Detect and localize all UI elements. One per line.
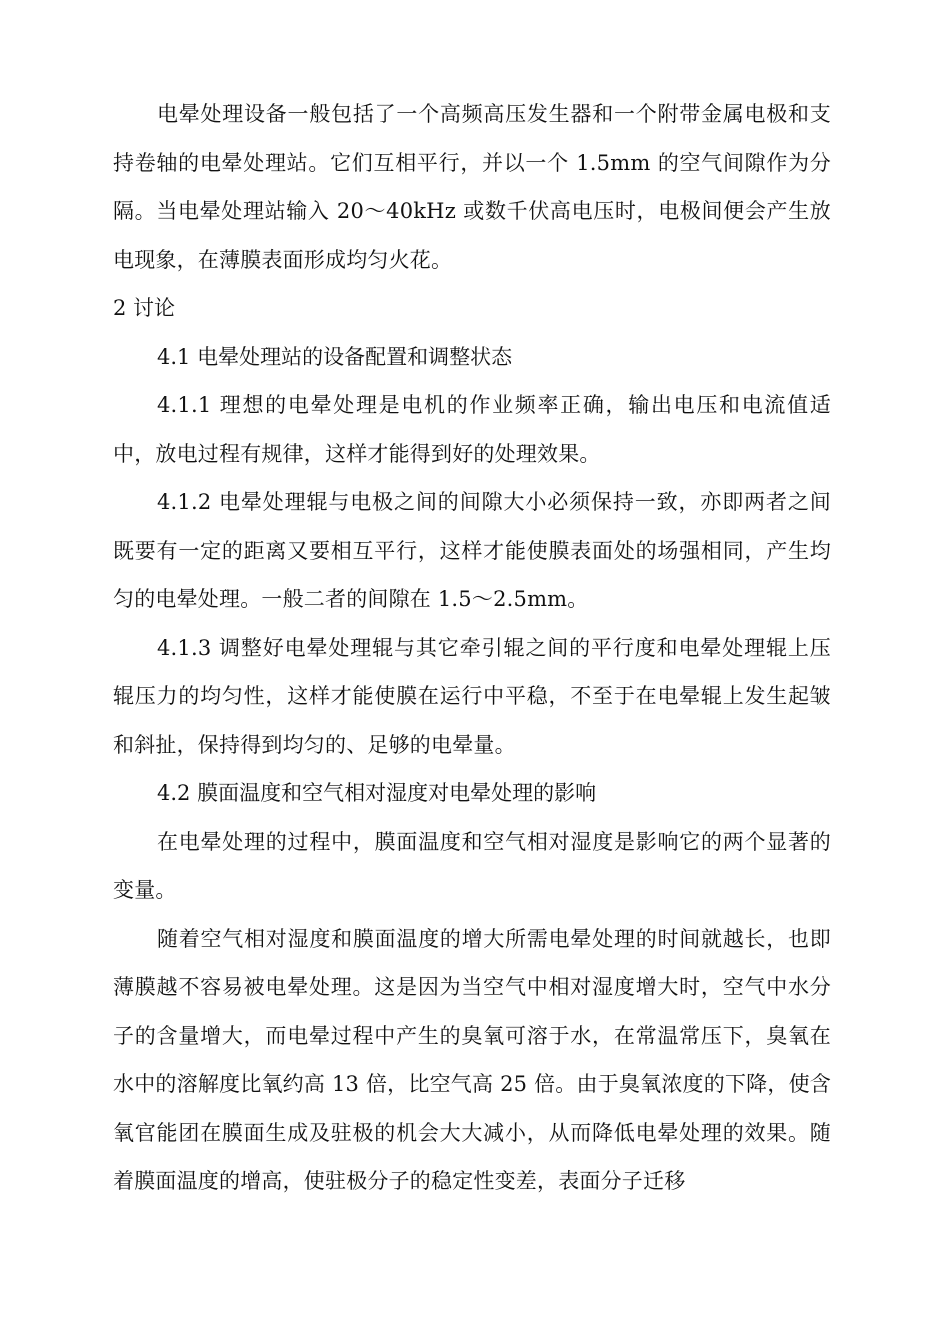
document-page — [113, 90, 831, 1206]
paragraph-4-1-2: 4.1.2 电晕处理辊与电极之间的间隙大小必须保持一致，亦即两者之间既要有一定的距离又要相互平行，这样才能使膜表面处的场强相同，产生均匀的电晕处理。一般二者的间隙在 1.5～2.5mm。 — [113, 490, 831, 611]
paragraph-4-1-3: 4.1.3 调整好电晕处理辊与其它牵引辊之间的平行度和电晕处理辊上压辊压力的均匀性，这样才能使膜在运行中平稳，不至于在电晕辊上发生起皱和斜扯，保持得到均匀的、足够的电晕量。 — [113, 635, 831, 757]
paragraph-4-2-intro: 在电晕处理的过程中，膜面温度和空气相对湿度是影响它的两个显著的变量。 — [113, 829, 831, 902]
paragraph-4-1-1: 4.1.1 理想的电晕处理是电机的作业频率正确，输出电压和电流值适中，放电过程有规律，这样才能得到好的处理效果。 — [113, 393, 831, 466]
subsection-heading-4-2: 4.2 膜面温度和空气相对湿度对电晕处理的影响 — [157, 781, 597, 805]
section-heading-discussion: 2 讨论 — [113, 296, 176, 320]
paragraph-4-2-humidity: 随着空气相对湿度和膜面温度的增大所需电晕处理的时间就越长，也即薄膜越不容易被电晕处理。这是因为当空气中相对湿度增大时，空气中水分子的含量增大，而电晕过程中产生的臭氧可溶于水，在常温常压下，臭氧在水中的溶解度比氧约高 13 倍，比空气高 25 倍。由于臭氧浓度的下降，使含氧官能团在膜面生成及驻极的机会大大减小，从而降低电晕处理的效果。随着膜面温度的增高，使驻极分子的稳定性变差，表面分子迁移 — [113, 926, 831, 1193]
paragraph-corona-equipment: 电晕处理设备一般包括了一个高频高压发生器和一个附带金属电极和支持卷轴的电晕处理站。它们互相平行，并以一个 1.5mm 的空气间隙作为分隔。当电晕处理站输入 20～40kHz 或数千伏高电压时，电极间便会产生放电现象，在薄膜表面形成均匀火花。 — [113, 102, 831, 272]
subsection-heading-4-1: 4.1 电晕处理站的设备配置和调整状态 — [157, 344, 513, 369]
